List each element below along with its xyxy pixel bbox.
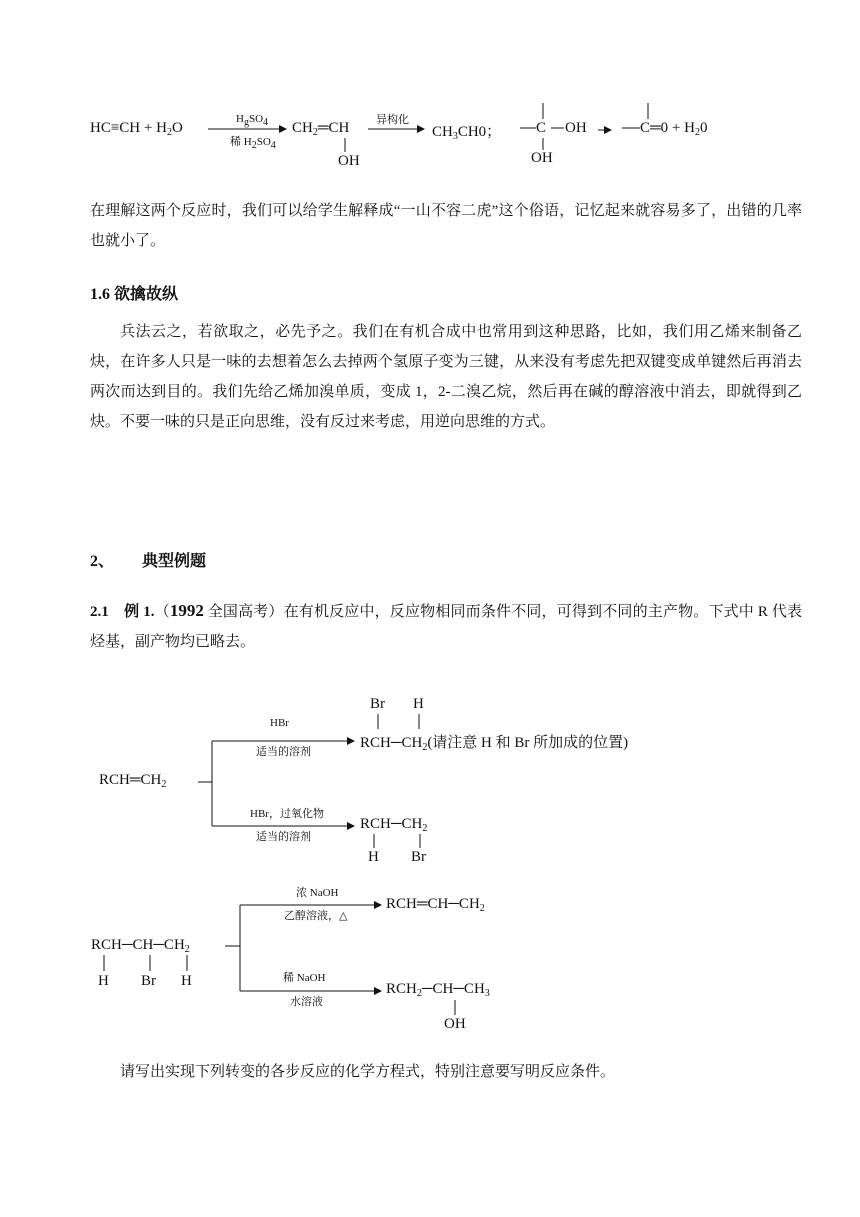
eq1-reactant: $HC\equiv CH + H_2O$ [90,120,183,138]
heading-2-title: 典型例题 [142,553,207,570]
scheme2-bot-oh: OH [444,1016,466,1032]
scheme1-top-cond-below: 适当的溶剂 [256,746,311,758]
heading-2-number: 2、 [90,553,115,570]
scheme2-r-h1: H [98,973,109,989]
scheme2-bot-cond-above: 稀 NaOH [283,972,326,984]
scheme1-top-h: H [413,696,424,712]
eq1-struct-oh-right: OH [565,120,587,136]
eq1-struct-carbon: C [536,120,547,136]
scheme2-reactant: $RCH─CH─CH_2$ [91,937,190,955]
scheme1-bot-br: Br [411,849,426,865]
eq1-isomerize-label: 异构化 [376,114,409,126]
scheme2-top-product: $RCH═CH─CH_2$ [386,896,485,914]
eq1-struct-oh-bottom: OH [531,150,553,166]
scheme1-bot-cond-above: HBr，过氧化物 [250,808,324,820]
scheme1-bot-product: $RCH─CH_2$ [360,816,428,834]
scheme1-bot-cond-below: 适当的溶剂 [256,831,311,843]
paragraph-strategy: 兵法云之，若欲取之，必先予之。我们在有机合成中也常用到这种思路，比如，我们用乙烯来制备乙炔，在许多人只是一味的去想着怎么去掉两个氢原子变为三键，从来没有考虑先把双键变成单键然后再消去两次而达到目的。我们先给乙烯加溴单质，变成 1，2-二溴乙烷，然后再在碱的醇溶液中消去，即就得到乙炔。不要一味的只是正向思维，没有反过来考虑，用逆向思维的方式。 [90,324,802,430]
scheme1-top-br: Br [370,696,385,712]
scheme2-r-h2: H [181,973,192,989]
eq1-intermediate: $CH_2═CH$ [292,120,350,138]
scheme2-r-br: Br [141,973,156,989]
paragraph-example: 2.1 例 1.（1992 全国高考）在有机反应中，反应物相同而条件不同，可得到不同的主产物。下式中 R 代表烃基，副产物均已略去。 [90,601,802,650]
eq1-struct-product: C═0 + $H_20$ [640,120,708,138]
scheme2-bot-product: $RCH_2─CH─CH_3$ [386,981,490,999]
example-label: 2.1 例 1. [90,604,155,620]
eq1-product: $CH_3CH0$； [432,124,502,142]
scheme2-top-cond-below: 乙醇溶液，△ [284,910,348,922]
heading-1-6: 1.6 欲擒故纵 [90,286,179,303]
scheme1-reactant: $RCH═CH_2$ [99,772,167,790]
paragraph-mnemonic: 在理解这两个反应时，我们可以给学生解释成“一山不容二虎”这个俗语，记忆起来就容易多了，出错的几率也就小了。 [90,203,802,249]
scheme1-top-product: $RCH─CH_2$(请注意 H 和 Br 所加成的位置) [360,735,629,753]
scheme1-top-cond-above: HBr [270,717,289,729]
heading-2 [90,548,206,571]
scheme1-bot-h: H [368,849,379,865]
eq1-condition-top: $H_gSO_4$ [236,113,269,128]
eq1-condition-bottom: 稀 $H_2SO_4$ [230,136,276,151]
paragraph-instruction: 请写出实现下列转变的各步反应的化学方程式，特别注意要写明反应条件。 [120,1064,616,1080]
example-year: 1992 [169,601,204,620]
eq1-intermediate-oh: OH [338,153,360,169]
scheme2-bot-cond-below: 水溶液 [290,996,323,1008]
scheme2-top-cond-above: 浓 NaOH [296,887,339,899]
